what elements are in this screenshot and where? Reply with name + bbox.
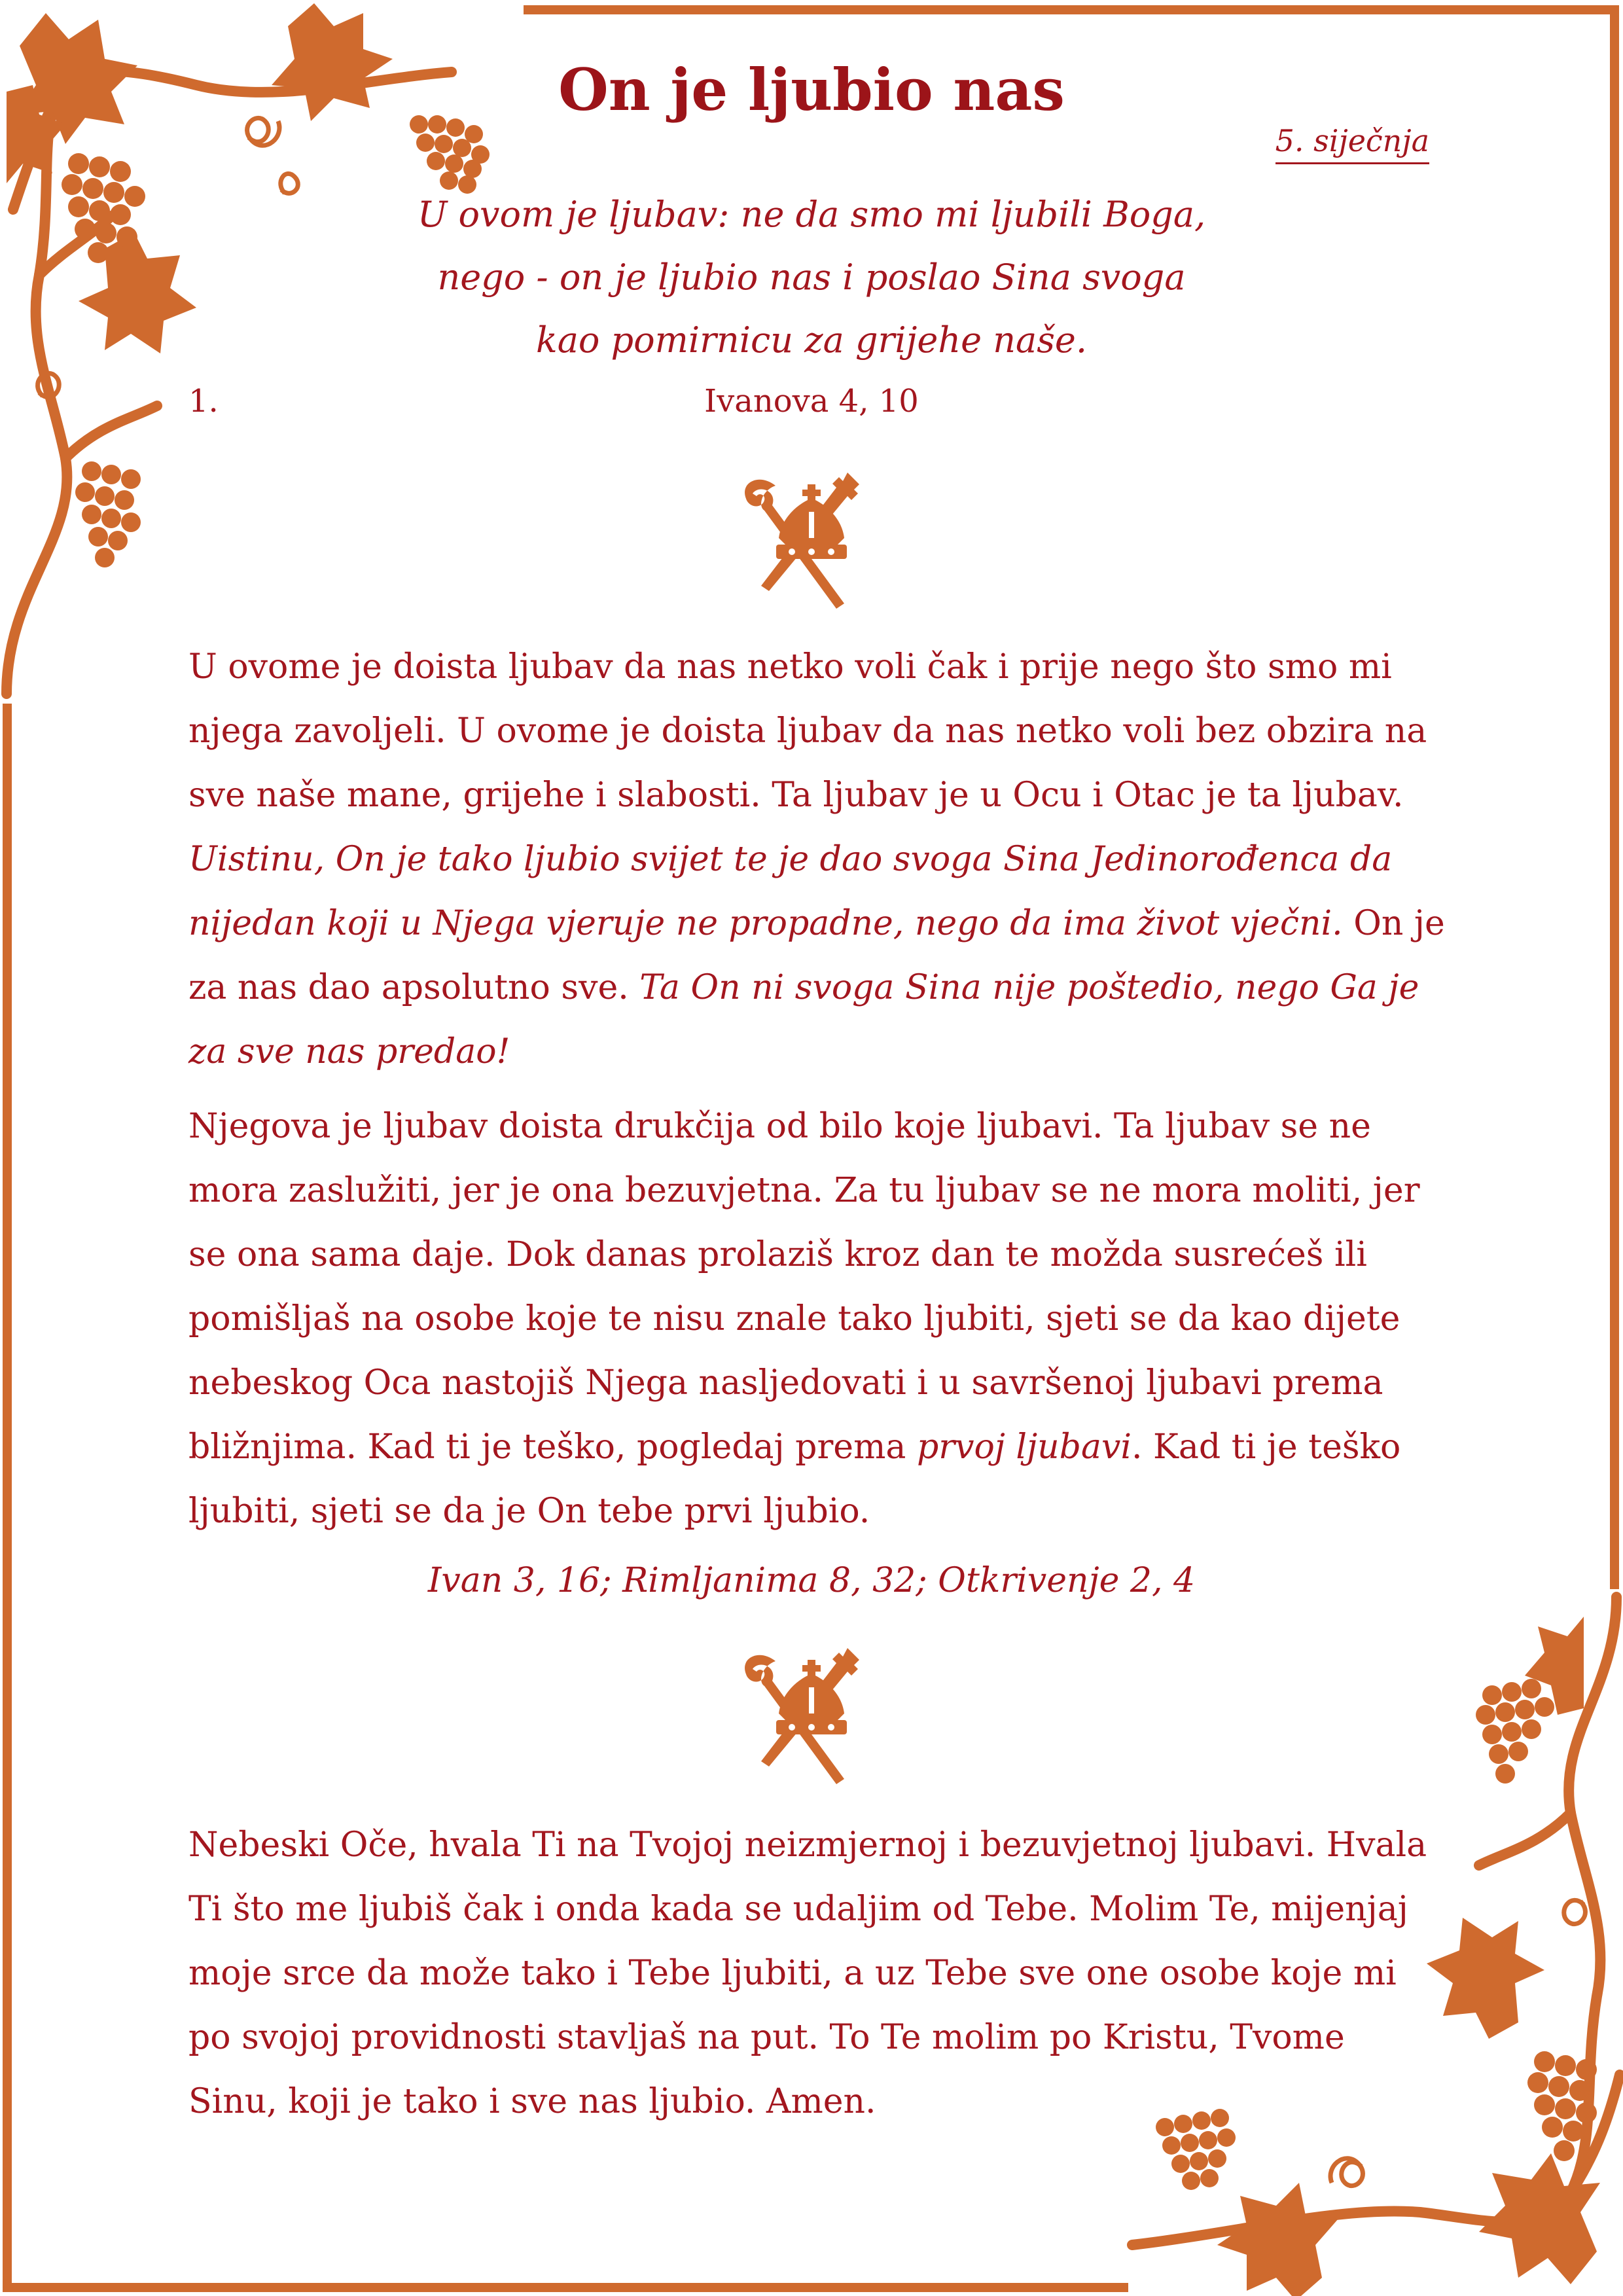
verse-line: nego - on je ljubio nas i poslao Sina svoga (437, 257, 1186, 298)
verse-line: kao pomirnicu za grijehe naše. (535, 319, 1088, 361)
verse-ref-number: 1. (188, 383, 219, 420)
paragraph-quote: prvoj ljubavi (916, 1427, 1132, 1467)
prayer-text: Nebeski Oče, hvala Ti na Tvojoj neizmjernoj i bezuvjetnoj ljubavi. Hvala Ti što me ljubiš čak i onda kada se udaljim od Tebe. Molim Te, mijenjaj moje srce da može tako i Tebe ljubiti, a uz Tebe sve one osobe koje mi po svojoj providnosti stavljaš na put. To Te molim po Kristu, Tvome Sinu, koji je tako i sve nas ljubio. Amen. (188, 1825, 1427, 2121)
date-label: 5. siječnja (1275, 123, 1429, 164)
prayer-paragraph (188, 1813, 1432, 2134)
verse-line: U ovom je ljubav: ne da smo mi ljubili Boga, (417, 194, 1206, 235)
frame-bottom-line (3, 2283, 1128, 2292)
crown-sword-crozier-icon (740, 1641, 883, 1785)
paragraph-quote: Ta On ni svoga Sina nije poštedio, nego Ga je za sve nas predao! (188, 968, 1419, 1071)
page-title: On je ljubio nas (558, 56, 1065, 124)
paragraph-text: On je za nas dao apsolutno sve. (188, 904, 1445, 1007)
paragraph-quote: Uistinu, On je tako ljubio svijet te je dao svoga Sina Jedinorođenca da nijedan koji u Njega vjeruje ne propadne, nego da ima život vječni. (188, 840, 1393, 943)
paragraph-text: U ovome je doista ljubav da nas netko voli čak i prije nego što smo mi njega zavoljeli. U ovome je doista ljubav da nas netko voli bez obzira na sve naše mane, grijehe i slabosti. Ta ljubav je u Ocu i Otac je ta ljubav. (188, 647, 1427, 815)
paragraph-2 (188, 1094, 1445, 1543)
opening-verse (0, 183, 1623, 372)
paragraph-text: Njegova je ljubav doista drukčija od bilo koje ljubavi. Ta ljubav se ne mora zaslužiti, jer je ona bezuvjetna. Za tu ljubav se ne mora moliti, jer se ona sama daje. Dok danas prolaziš kroz dan te možda susrećeš ili pomišljaš na osobe koje te nisu znale tako ljubiti, sjeti se da kao dijete nebeskog Oca nastojiš Njega nasljedovati i u savršenoj ljubavi prema bližnjima. Kad ti je teško, pogledaj prema (188, 1107, 1420, 1467)
frame-top-line (524, 5, 1618, 14)
scripture-references: Ivan 3, 16; Rimljanima 8, 32; Otkrivenje 2, 4 (427, 1561, 1196, 1600)
frame-left-line (3, 704, 12, 2292)
crown-sword-crozier-icon (740, 466, 883, 610)
verse-ref-book: Ivanova 4, 10 (704, 383, 919, 420)
paragraph-1 (188, 635, 1445, 1084)
paragraph-text: . Kad ti je teško ljubiti, sjeti se da je On tebe prvi ljubio. (188, 1427, 1401, 1531)
